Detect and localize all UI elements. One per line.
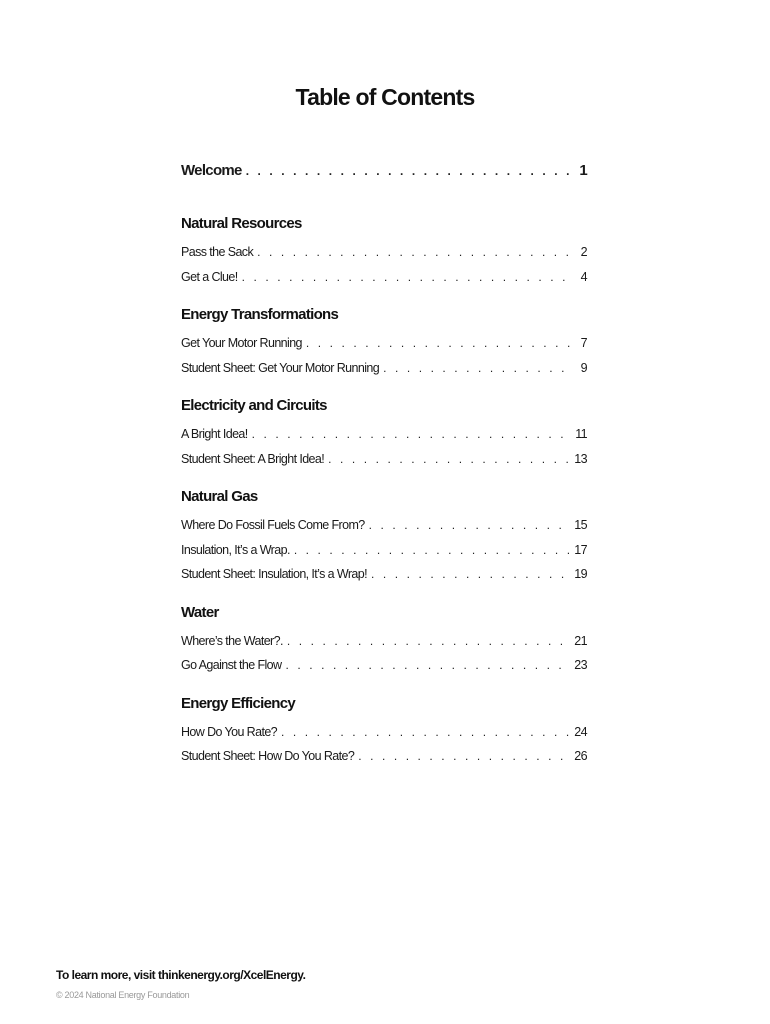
dot-leader [383,356,573,381]
toc-section [181,692,587,769]
toc-entry[interactable] [181,422,587,447]
toc-entry[interactable] [181,513,587,538]
dot-leader [287,629,570,654]
toc-entry-page: 2 [580,245,587,259]
toc-entry-page: 26 [574,749,587,763]
toc-entry[interactable] [181,331,587,356]
toc-entry-label: Get a Clue! [181,269,238,284]
toc-entry[interactable] [181,653,587,678]
copyright-notice: © 2024 National Energy Foundation [56,990,190,1000]
toc-entry-label: Where’s the Water?. [181,633,283,648]
toc-entry-page: 1 [579,162,587,179]
toc-entry-label: Get Your Motor Running [181,336,302,350]
dot-leader [252,422,572,447]
dot-leader [294,538,570,563]
toc-entry[interactable] [181,629,587,654]
toc-entry-label: Insulation, It’s a Wrap. [181,542,290,557]
toc-entry[interactable] [181,744,587,769]
dot-leader [328,447,570,472]
toc-entry-label: Student Sheet: How Do You Rate? [181,749,355,763]
toc-entry-page: 19 [574,567,587,581]
toc-entry-label: Student Sheet: A Bright Idea! [181,451,325,466]
dot-leader [306,331,573,356]
toc-entry-label: Welcome [181,162,242,179]
toc-entry-label: A Bright Idea! [181,427,248,441]
toc-section [181,601,587,678]
toc-entry[interactable] [181,562,587,587]
toc-entry[interactable] [181,538,587,563]
section-heading: Energy Transformations [181,306,339,323]
toc-section [181,485,587,587]
toc-entry-welcome[interactable] [181,158,587,184]
toc-section [181,394,587,471]
dot-leader [358,744,570,769]
toc-entry-page: 24 [574,724,587,739]
toc-entry-label: Pass the Sack [181,245,254,259]
section-heading: Energy Efficiency [181,694,295,712]
toc-entry[interactable] [181,265,587,290]
section-heading: Electricity and Circuits [181,397,327,414]
toc-section [181,303,587,380]
toc-entry-page: 11 [575,427,587,441]
toc-entry-label: Go Against the Flow [181,658,282,672]
toc-entry-label: Student Sheet: Get Your Motor Running [181,360,380,375]
section-heading: Water [181,603,219,621]
table-of-contents [181,158,587,769]
toc-entry[interactable] [181,720,587,745]
dot-leader [257,240,573,265]
footer-website-link[interactable]: To learn more, visit thinkenergy.org/XcelEnergy. [56,968,306,982]
dot-leader [285,653,570,678]
toc-entry[interactable] [181,356,587,381]
toc-entry-page: 17 [574,542,587,557]
dot-leader [371,562,570,587]
toc-entry-label: How Do You Rate? [181,724,278,739]
toc-entry[interactable] [181,447,587,472]
section-heading: Natural Resources [181,215,302,232]
dot-leader [242,265,573,290]
toc-entry-page: 21 [574,633,587,648]
toc-entry-label: Where Do Fossil Fuels Come From? [181,518,365,532]
toc-entry-page: 7 [580,336,587,350]
toc-section [181,212,587,289]
toc-entry-page: 4 [580,269,587,284]
toc-entry-label: Student Sheet: Insulation, It’s a Wrap! [181,567,367,581]
dot-leader [246,158,573,184]
toc-entry-page: 23 [574,658,587,672]
page-title: Table of Contents [295,84,475,110]
dot-leader [281,720,570,745]
toc-entry-page: 9 [580,360,587,375]
toc-entry[interactable] [181,240,587,265]
toc-entry-page: 13 [574,451,587,466]
toc-entry-page: 15 [574,518,587,532]
dot-leader [369,513,571,538]
section-heading: Natural Gas [181,488,258,505]
